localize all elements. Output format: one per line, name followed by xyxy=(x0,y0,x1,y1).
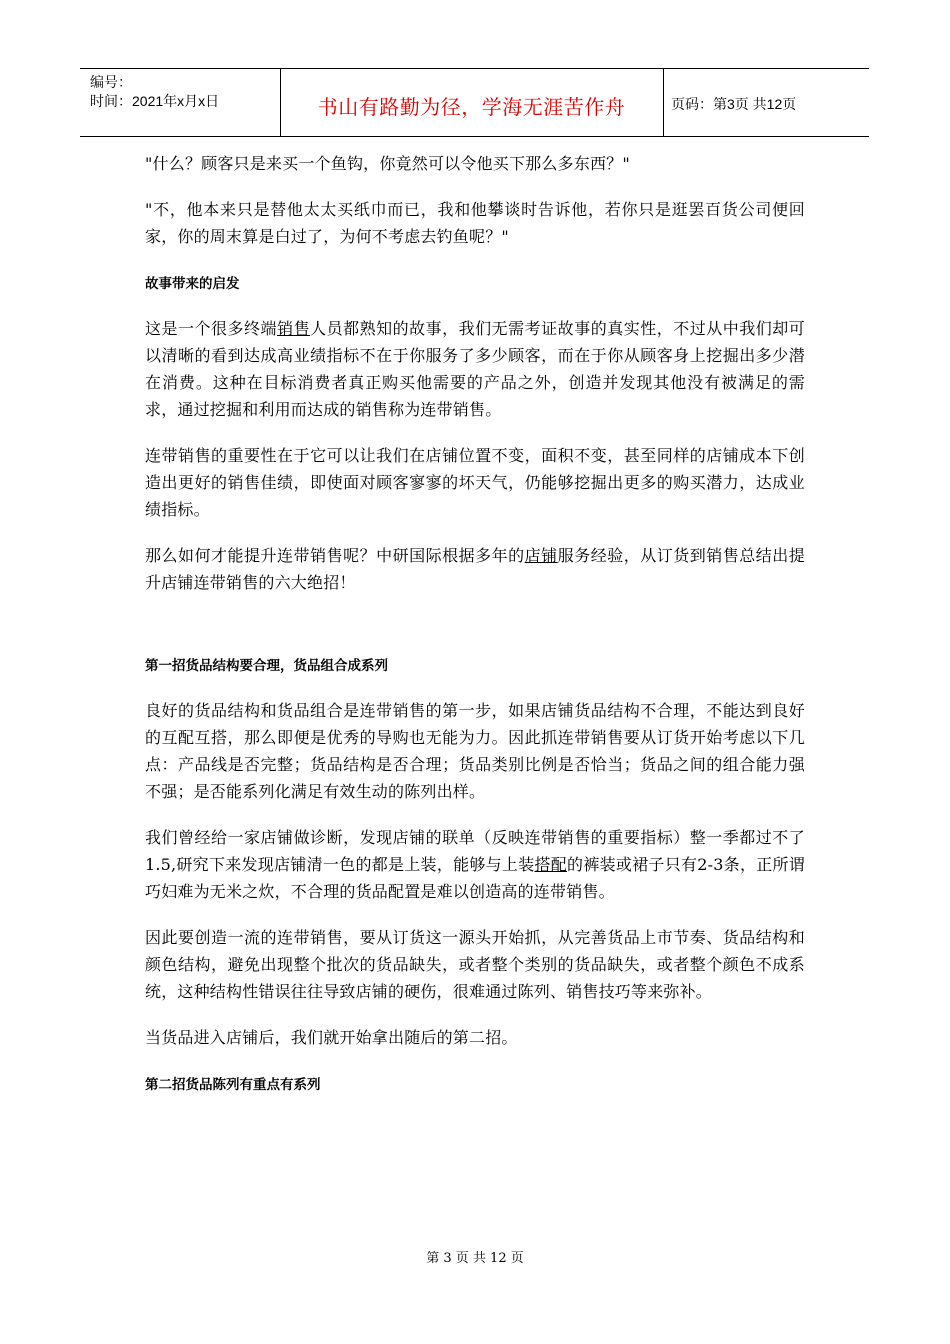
paragraph: "什么？顾客只是来买一个鱼钩，你竟然可以令他买下那么多东西？" xyxy=(145,154,630,173)
page-info: 页码：第3页 共12页 xyxy=(671,96,797,112)
section-heading: 第二招货品陈列有重点有系列 xyxy=(145,1077,321,1093)
paragraph: 那么如何才能提升连带销售呢？中研国际根据多年的店铺服务经验，从订货到销售总结出提升店铺连带销售的六大绝招！ xyxy=(145,546,805,592)
time-label: 时间：2021年x月x日 xyxy=(90,93,220,109)
header-slogan-cell xyxy=(280,69,664,136)
number-label: 编号： xyxy=(90,74,132,90)
page-header xyxy=(80,68,869,137)
paragraph: "不，他本来只是替他太太买纸巾而已，我和他攀谈时告诉他，若你只是逛罢百货公司便回家，你的周末算是白过了，为何不考虑去钓鱼呢？" xyxy=(145,200,805,246)
paragraph: 因此要创造一流的连带销售，要从订货这一源头开始抓，从完善货品上市节奏、货品结构和颜色结构，避免出现整个批次的货品缺失，或者整个类别的货品缺失，或者整个颜色不成系统，这种结构性错误往往导致店铺的硬伤，很难通过陈列、销售技巧等来弥补。 xyxy=(145,928,805,1001)
page-footer: 第 3 页 共 12 页 xyxy=(426,1251,524,1266)
section-heading: 第一招货品结构要合理，货品组合成系列 xyxy=(145,658,388,674)
section-heading: 故事带来的启发 xyxy=(145,276,240,292)
link-sales[interactable]: 销售 xyxy=(277,319,311,338)
link-store[interactable]: 店铺 xyxy=(524,546,558,565)
paragraph: 我们曾经给一家店铺做诊断，发现店铺的联单（反映连带销售的重要指标）整一季都过不了1.5,研究下来发现店铺清一色的都是上装，能够与上装搭配的裤装或裙子只有2-3条，正所谓巧妇难为无米之炊，不合理的货品配置是难以创造高的连带销售。 xyxy=(145,828,806,901)
slogan: 书山有路勤为径，学海无涯苦作舟 xyxy=(317,95,626,119)
link-matching[interactable]: 搭配 xyxy=(534,855,568,874)
paragraph: 当货品进入店铺后，我们就开始拿出随后的第二招。 xyxy=(145,1028,518,1047)
paragraph: 这是一个很多终端销售人员都熟知的故事，我们无需考证故事的真实性，不过从中我们却可以清晰的看到达成高业绩指标不在于你服务了多少顾客，而在于你从顾客身上挖掘出多少潜在消费。这种在目标消费者真正购买他需要的产品之外，创造并发现其他没有被满足的需求，通过挖掘和利用而达成的销售称为连带销售。 xyxy=(145,319,805,419)
paragraph: 良好的货品结构和货品组合是连带销售的第一步，如果店铺货品结构不合理，不能达到良好的互配互搭，那么即便是优秀的导购也无能为力。因此抓连带销售要从订货开始考虑以下几点：产品线是否完整；货品结构是否合理；货品类别比例是否恰当；货品之间的组合能力强不强；是否能系列化满足有效生动的陈列出样。 xyxy=(145,701,805,801)
document-body xyxy=(145,150,805,1095)
header-page-cell xyxy=(663,69,869,136)
paragraph: 连带销售的重要性在于它可以让我们在店铺位置不变，面积不变，甚至同样的店铺成本下创造出更好的销售佳绩，即使面对顾客寥寥的坏天气，仍能够挖掘出更多的购买潜力，达成业绩指标。 xyxy=(145,446,805,519)
header-meta-cell xyxy=(80,69,281,136)
